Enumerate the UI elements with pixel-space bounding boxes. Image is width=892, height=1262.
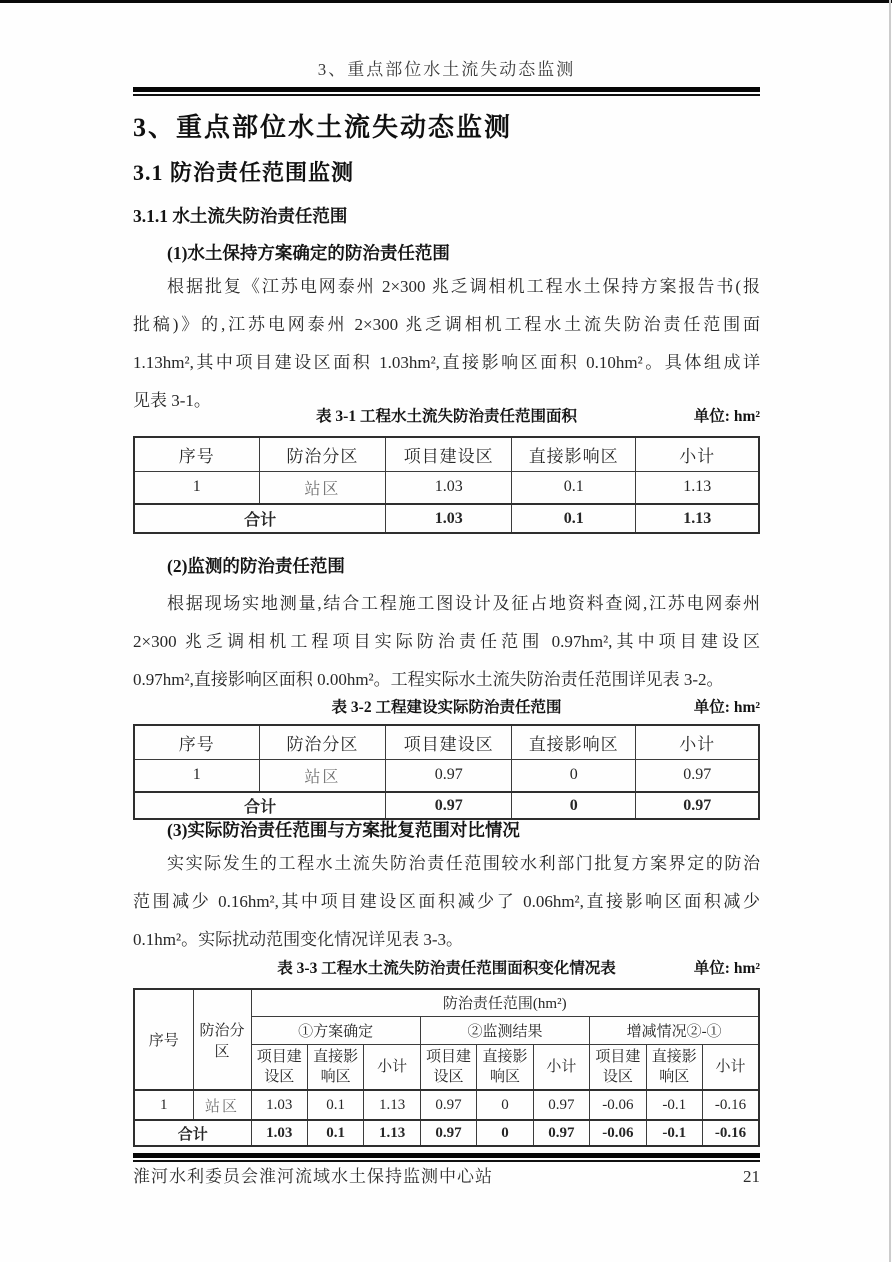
total-cell: 0.97 — [420, 1120, 476, 1146]
header-cell: 序号 — [134, 725, 259, 759]
table-caption-text: 表 3-2 工程建设实际防治责任范围 — [331, 699, 562, 716]
group-cell: ①方案确定 — [251, 1016, 420, 1044]
table-3-3 — [133, 988, 760, 1147]
table-header-row — [134, 989, 759, 1016]
header-rule — [133, 87, 760, 96]
subheader-cell: 项目建设区 — [420, 1044, 476, 1090]
table-total-row — [134, 792, 759, 819]
table-3-1 — [133, 436, 760, 534]
group-cell: ②监测结果 — [420, 1016, 589, 1044]
data-cell: 1.03 — [251, 1090, 307, 1120]
total-label-cell: 合计 — [134, 1120, 251, 1146]
table-unit-label: 单位: hm² — [693, 408, 760, 425]
total-label-cell: 合计 — [134, 504, 386, 533]
chapter-title: 3、重点部位水土流失动态监测 — [133, 113, 513, 142]
total-cell: 0 — [477, 1120, 533, 1146]
total-cell: 0.1 — [512, 504, 636, 533]
header-span-cell: 防治责任范围(hm²) — [251, 989, 759, 1016]
subheader-cell: 项目建设区 — [251, 1044, 307, 1090]
table-row — [134, 759, 759, 792]
table-unit-label: 单位: hm² — [693, 960, 760, 977]
group-cell: 增减情况②-① — [590, 1016, 759, 1044]
table-caption-text: 表 3-1 工程水土流失防治责任范围面积 — [316, 408, 577, 425]
table-header-row — [134, 437, 759, 471]
total-cell: -0.1 — [646, 1120, 702, 1146]
table-3-3-caption — [133, 959, 760, 979]
page-right-edge — [889, 0, 891, 1262]
subheader-cell: 直接影响区 — [307, 1044, 363, 1090]
paragraph-line: 根据现场实地测量,结合工程施工图设计及征占地资料查阅,江苏电网泰州 — [167, 594, 760, 613]
total-cell: 0.97 — [386, 792, 512, 819]
running-header: 3、重点部位水土流失动态监测 — [317, 60, 576, 79]
header-cell: 项目建设区 — [386, 725, 512, 759]
paragraph-line: 0.97hm²,直接影响区面积 0.00hm²。工程实际水土流失防治责任范围详见表 3-2。 — [133, 670, 724, 689]
subheader-cell: 小计 — [703, 1044, 760, 1090]
total-cell: 1.03 — [386, 504, 512, 533]
footer-organization: 淮河水利委员会淮河流域水土保持监测中心站 — [133, 1167, 493, 1186]
data-cell: 1.13 — [636, 471, 759, 504]
total-cell: -0.16 — [703, 1120, 760, 1146]
header-cell: 防治分区 — [259, 725, 386, 759]
table-3-2 — [133, 724, 760, 820]
paragraph-line: 2×300 兆乏调相机工程项目实际防治责任范围 0.97hm²,其中项目建设区 — [133, 632, 760, 651]
table-total-row — [134, 504, 759, 533]
header-cell: 直接影响区 — [512, 437, 636, 471]
total-label-cell: 合计 — [134, 792, 386, 819]
subheader-cell: 直接影响区 — [477, 1044, 533, 1090]
paragraph-line: 实实际发生的工程水土流失防治责任范围较水利部门批复方案界定的防治 — [167, 854, 760, 873]
data-cell: 0 — [512, 759, 636, 792]
data-cell: -0.06 — [590, 1090, 646, 1120]
subheading-3: (3)实际防治责任范围与方案批复范围对比情况 — [167, 820, 520, 840]
data-cell: 0.97 — [420, 1090, 476, 1120]
section-title-3-1: 3.1 防治责任范围监测 — [133, 160, 355, 185]
paragraph-line: 批稿)》的,江苏电网泰州 2×300 兆乏调相机工程水土流失防治责任范围面 — [133, 315, 760, 334]
header-cell: 序号 — [134, 989, 193, 1090]
table-total-row — [134, 1120, 759, 1146]
data-cell: 站区 — [259, 759, 386, 792]
table-caption-text: 表 3-3 工程水土流失防治责任范围面积变化情况表 — [277, 960, 616, 977]
paragraph-line: 0.1hm²。实际扰动范围变化情况详见表 3-3。 — [133, 930, 463, 949]
table-row — [134, 1090, 759, 1120]
subheading-1: (1)水土保持方案确定的防治责任范围 — [167, 243, 450, 263]
paragraph-line: 根据批复《江苏电网泰州 2×300 兆乏调相机工程水土保持方案报告书(报 — [167, 277, 760, 296]
total-cell: 0.97 — [533, 1120, 589, 1146]
footer-rule — [133, 1153, 760, 1162]
paragraph-line: 1.13hm²,其中项目建设区面积 1.03hm²,直接影响区面积 0.10hm²。具体组成详 — [133, 353, 760, 372]
paragraph-3 — [133, 845, 760, 959]
data-cell: -0.16 — [703, 1090, 760, 1120]
table-unit-label: 单位: hm² — [693, 699, 760, 716]
data-cell: 站区 — [193, 1090, 251, 1120]
subheader-cell: 项目建设区 — [590, 1044, 646, 1090]
header-cell: 小计 — [636, 437, 759, 471]
table-header-row — [134, 725, 759, 759]
subheading-2: (2)监测的防治责任范围 — [167, 556, 345, 576]
paragraph-line: 见表 3-1。 — [133, 391, 211, 410]
total-cell: 1.13 — [636, 504, 759, 533]
data-cell: 1.03 — [386, 471, 512, 504]
subsection-title-3-1-1: 3.1.1 水土流失防治责任范围 — [133, 206, 348, 226]
data-cell: -0.1 — [646, 1090, 702, 1120]
data-cell: 0 — [477, 1090, 533, 1120]
data-cell: 0.1 — [512, 471, 636, 504]
subheader-cell: 小计 — [364, 1044, 420, 1090]
data-cell: 1 — [134, 1090, 193, 1120]
paragraph-1 — [133, 268, 760, 420]
data-cell: 站区 — [259, 471, 386, 504]
total-cell: 1.13 — [364, 1120, 420, 1146]
data-cell: 0.1 — [307, 1090, 363, 1120]
data-cell: 1.13 — [364, 1090, 420, 1120]
total-cell: 0.97 — [636, 792, 759, 819]
total-cell: -0.06 — [590, 1120, 646, 1146]
paragraph-line: 范围减少 0.16hm²,其中项目建设区面积减少了 0.06hm²,直接影响区面积减少 — [133, 892, 760, 911]
paragraph-2 — [133, 585, 760, 699]
data-cell: 0.97 — [533, 1090, 589, 1120]
data-cell: 0.97 — [386, 759, 512, 792]
table-3-1-caption — [133, 407, 760, 427]
data-cell: 1 — [134, 471, 259, 504]
table-3-2-caption — [133, 698, 760, 718]
data-cell: 1 — [134, 759, 259, 792]
header-cell: 防治分区 — [193, 989, 251, 1090]
header-cell: 直接影响区 — [512, 725, 636, 759]
header-cell: 序号 — [134, 437, 259, 471]
subheader-cell: 小计 — [533, 1044, 589, 1090]
data-cell: 0.97 — [636, 759, 759, 792]
header-cell: 小计 — [636, 725, 759, 759]
page-number: 21 — [743, 1167, 760, 1186]
total-cell: 0 — [512, 792, 636, 819]
total-cell: 1.03 — [251, 1120, 307, 1146]
header-cell: 项目建设区 — [386, 437, 512, 471]
total-cell: 0.1 — [307, 1120, 363, 1146]
document-page — [133, 0, 760, 1262]
page-footer — [133, 1164, 760, 1190]
table-row — [134, 471, 759, 504]
subheader-cell: 直接影响区 — [646, 1044, 702, 1090]
header-cell: 防治分区 — [259, 437, 386, 471]
